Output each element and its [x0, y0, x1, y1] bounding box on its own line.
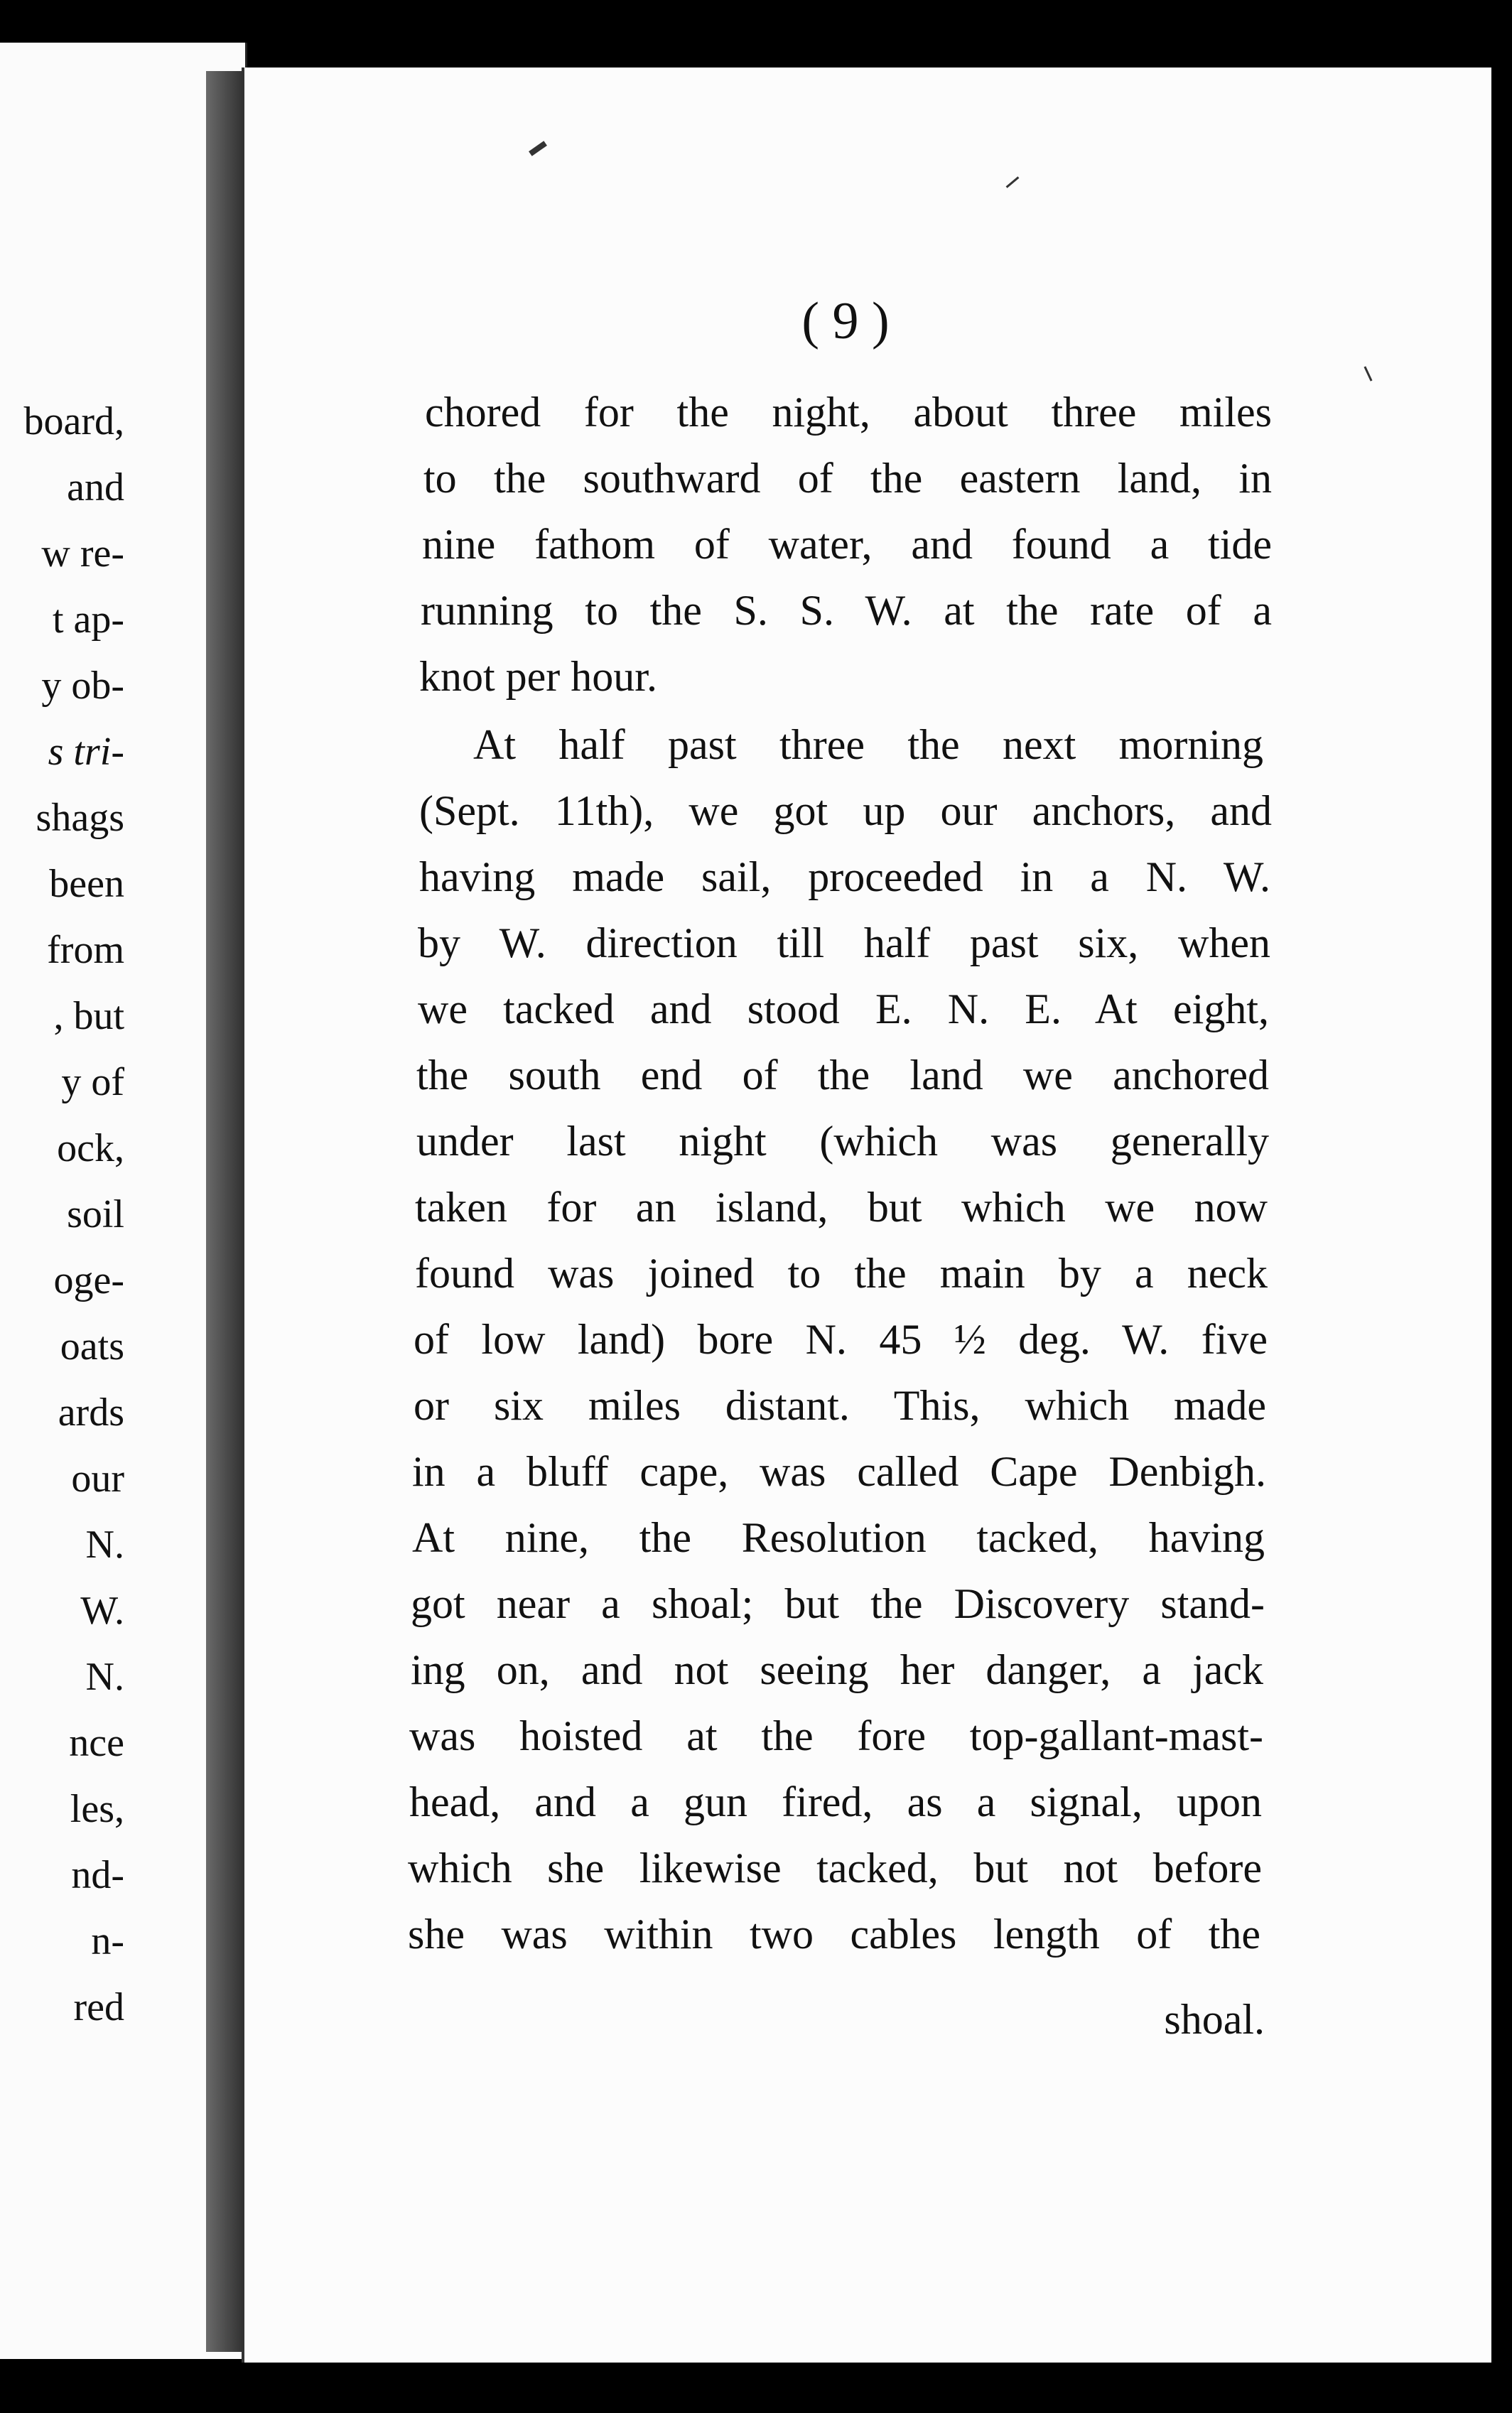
left-fragment: oats	[60, 1324, 124, 1369]
body-line: chored for the night, about three miles	[425, 389, 1272, 436]
left-fragment: N.	[85, 1523, 124, 1567]
ink-speck	[1006, 176, 1020, 188]
page-number: ( 9 )	[801, 292, 890, 350]
catchword: shoal.	[1164, 1996, 1265, 2043]
left-fragment: shags	[36, 796, 124, 840]
left-fragment: y of	[61, 1060, 124, 1104]
body-line: which she likewise tacked, but not before	[408, 1845, 1262, 1891]
body-line: having made sail, proceeded in a N. W.	[419, 853, 1270, 900]
left-fragment: les,	[70, 1787, 124, 1831]
body-line: she was within two cables length of the	[408, 1911, 1260, 1958]
body-line: the south end of the land we anchored	[416, 1052, 1269, 1098]
left-fragment: N.	[85, 1655, 124, 1699]
left-fragment: W.	[80, 1589, 124, 1633]
body-line: head, and a gun fired, as a signal, upon	[409, 1778, 1262, 1825]
body-line: (Sept. 11th), we got up our anchors, and	[419, 787, 1272, 834]
body-line: we tacked and stood E. N. E. At eight,	[418, 986, 1269, 1032]
left-fragment: t ap-	[52, 598, 124, 642]
ink-speck	[1364, 366, 1372, 381]
body-line: At nine, the Resolution tacked, having	[412, 1514, 1265, 1561]
left-fragment: been	[49, 862, 124, 906]
body-line: nine fathom of water, and found a tide	[422, 521, 1272, 568]
body-line: in a bluff cape, was called Cape Denbigh.	[412, 1448, 1266, 1495]
left-fragment: and	[67, 465, 124, 509]
body-line: to the southward of the eastern land, in	[423, 455, 1272, 502]
left-fragment: , but	[53, 994, 124, 1038]
ink-speck	[529, 141, 547, 156]
body-line: by W. direction till half past six, when	[418, 919, 1270, 966]
left-fragment: w re-	[41, 531, 124, 576]
left-fragment: y ob-	[41, 664, 124, 708]
left-fragment: nd-	[71, 1853, 124, 1897]
left-fragment: soil	[67, 1192, 124, 1236]
body-line: or six miles distant. This, which made	[414, 1382, 1266, 1429]
left-fragment: oge-	[53, 1258, 124, 1302]
left-fragment: s tri-	[48, 730, 124, 774]
body-line: under last night (which was generally	[416, 1118, 1269, 1165]
left-fragment: from	[47, 928, 124, 972]
body-line: found was joined to the main by a neck	[415, 1250, 1268, 1297]
body-line: of low land) bore N. 45 ½ deg. W. five	[414, 1316, 1268, 1363]
body-line: taken for an island, but which we now	[415, 1184, 1268, 1231]
body-line: running to the S. S. W. at the rate of a	[421, 587, 1272, 634]
left-fragment: our	[71, 1457, 124, 1501]
left-fragment: board,	[23, 399, 124, 443]
body-line: ing on, and not seeing her danger, a jack	[411, 1646, 1263, 1693]
body-line: knot per hour.	[419, 653, 657, 700]
paragraph-first-line: At half past three the next morning	[473, 721, 1263, 768]
left-fragment: red	[73, 1985, 124, 2029]
left-fragment: n-	[91, 1919, 124, 1963]
left-fragment: ards	[58, 1391, 124, 1435]
body-line: was hoisted at the fore top-gallant-mast-	[409, 1712, 1263, 1759]
left-fragment: nce	[69, 1721, 124, 1765]
body-line: got near a shoal; but the Discovery stand-	[411, 1580, 1265, 1627]
left-fragment: ock,	[57, 1126, 124, 1170]
